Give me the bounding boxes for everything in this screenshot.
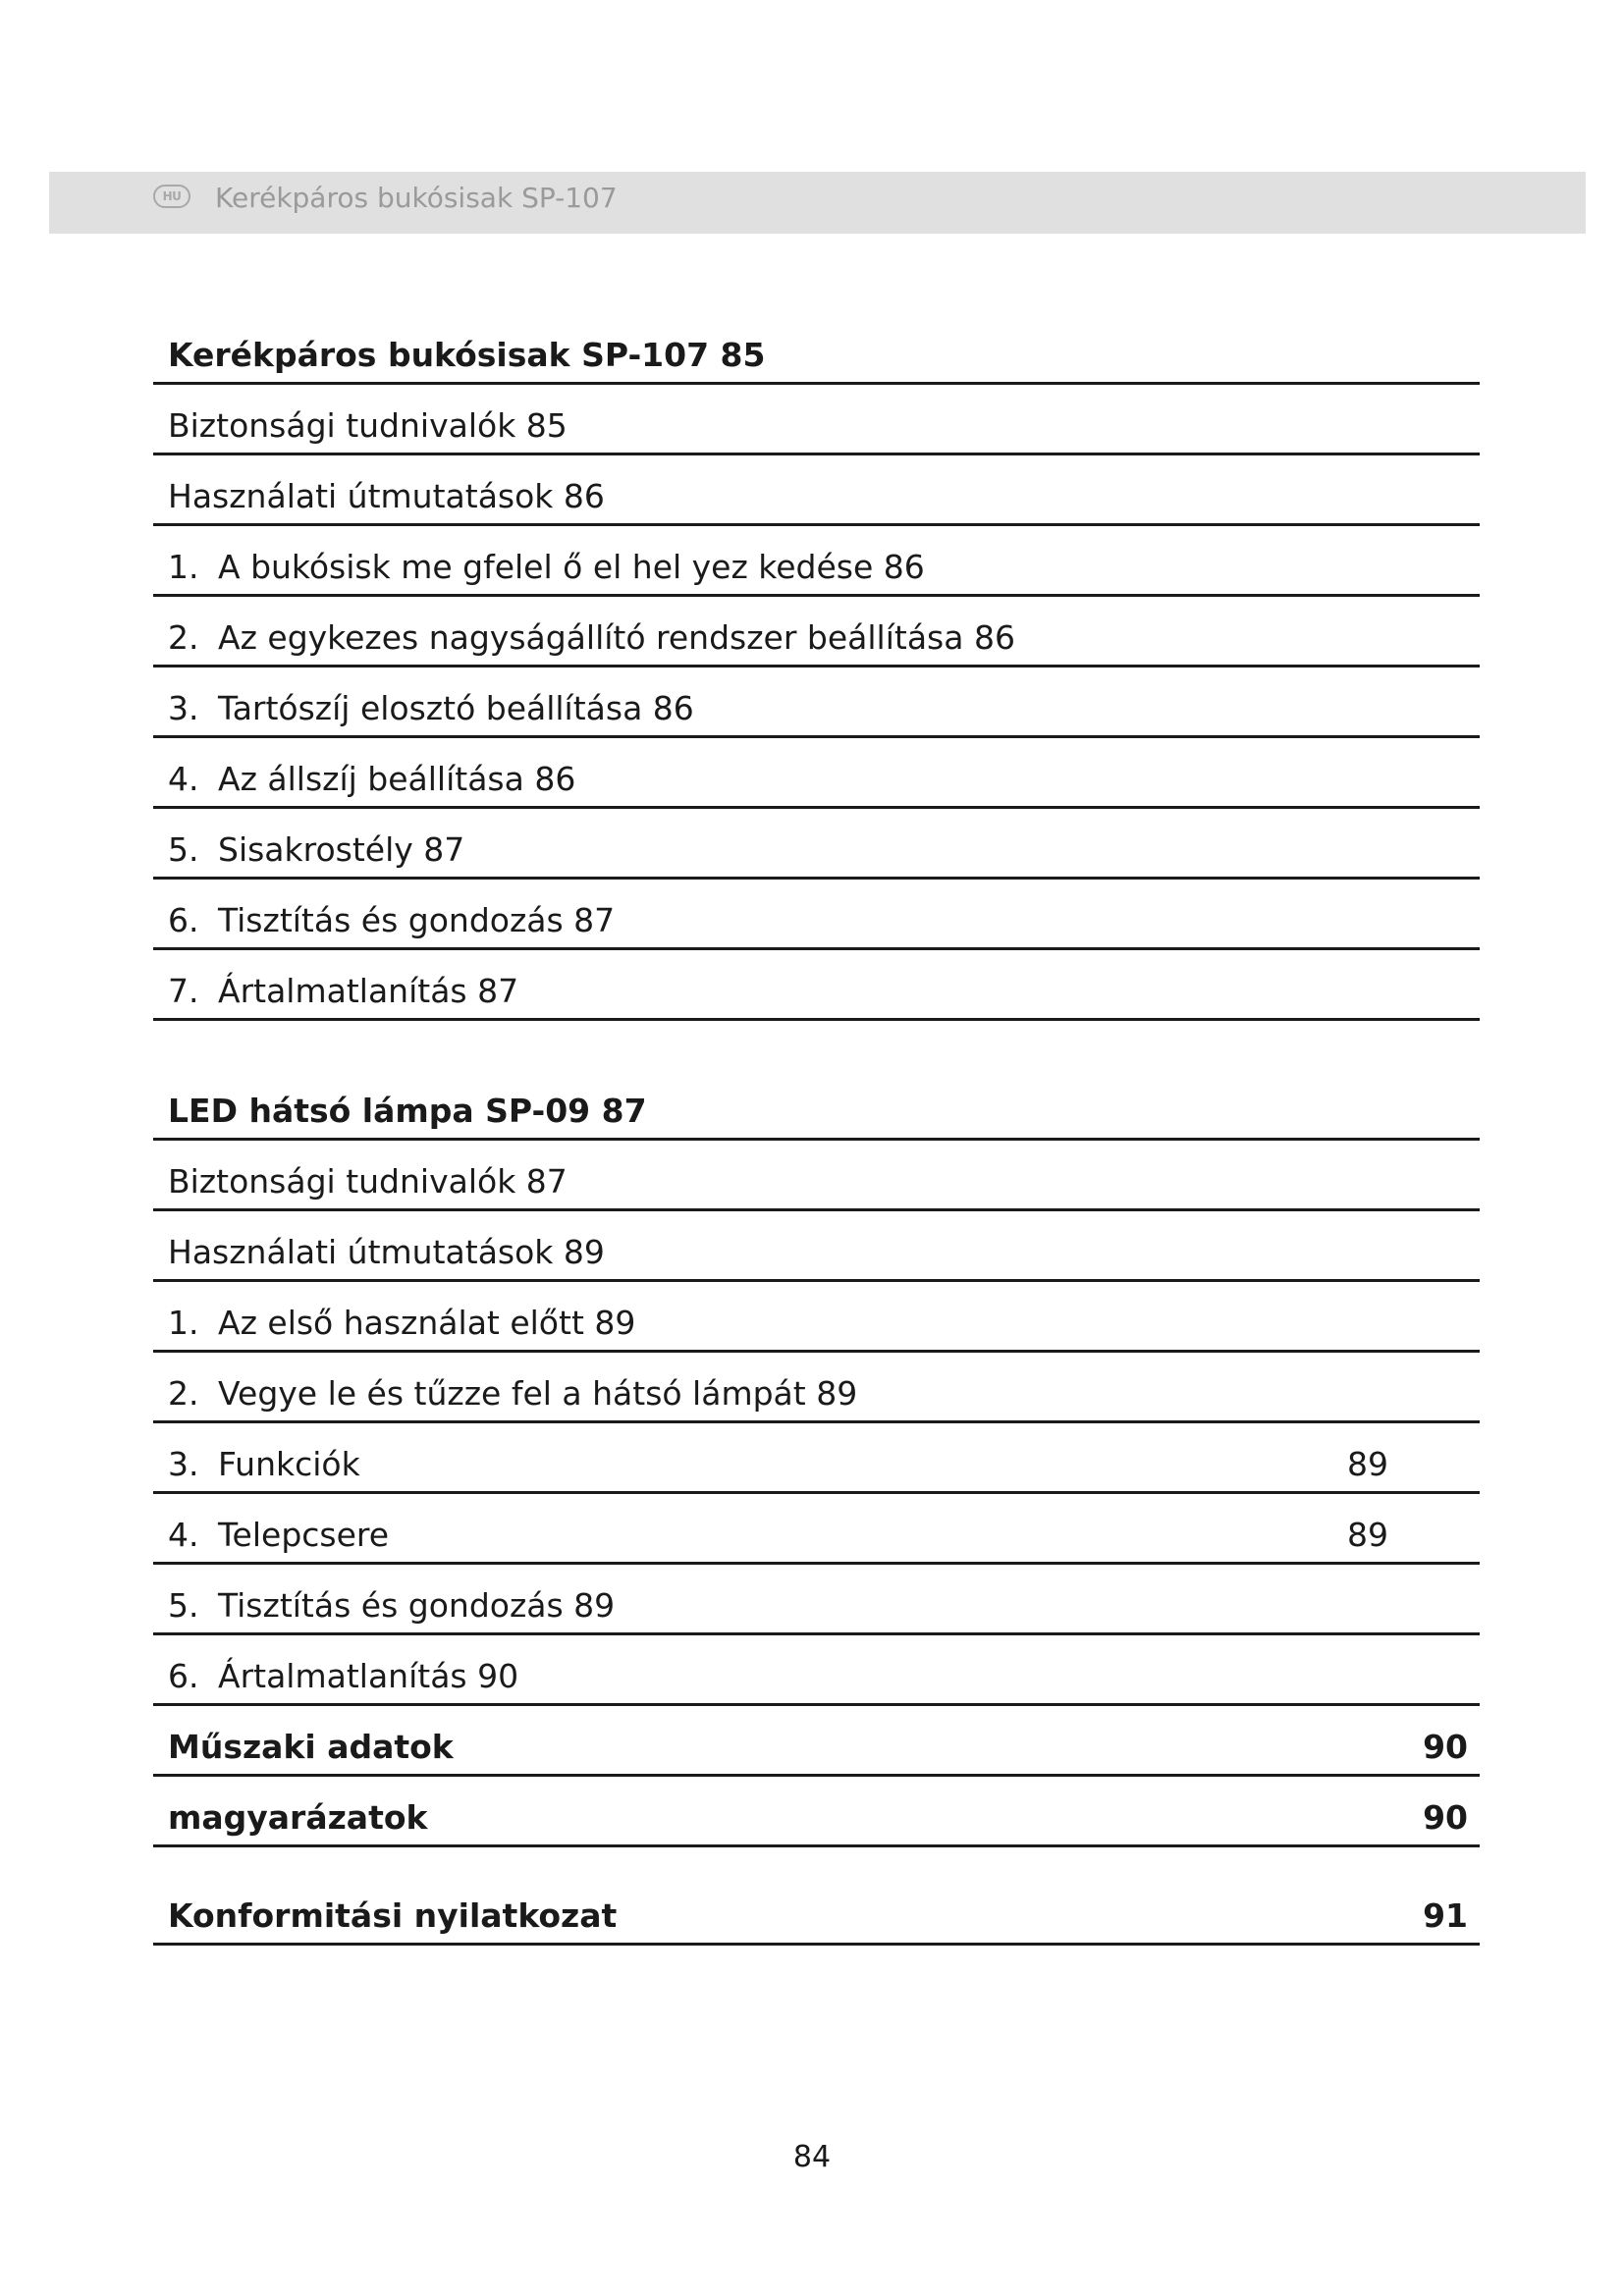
toc-item-number: 1. — [168, 1304, 199, 1342]
toc-item-label: Használati útmutatások 86 — [168, 477, 605, 515]
toc-item[interactable] — [153, 950, 1480, 1021]
toc-item-label: Ártalmatlanítás 90 — [218, 1657, 519, 1695]
toc-item-label: Az állszíj beállítása 86 — [218, 760, 576, 798]
toc-section-technical-data[interactable] — [153, 1706, 1480, 1777]
toc-item[interactable] — [153, 738, 1480, 809]
toc-item-label: Biztonsági tudnivalók 87 — [168, 1162, 568, 1201]
toc-section-page: 90 — [1423, 1728, 1468, 1766]
toc-item-number: 2. — [168, 1374, 199, 1413]
toc-section-title: LED hátsó lámpa SP-09 87 — [168, 1092, 647, 1130]
toc-item-number: 4. — [168, 1516, 199, 1554]
toc-item-number: 3. — [168, 689, 199, 727]
toc-item-number: 5. — [168, 830, 199, 869]
toc-item-label: Tisztítás és gondozás 89 — [218, 1586, 616, 1625]
toc-item[interactable] — [153, 667, 1480, 738]
toc-item-label: Telepcsere — [218, 1516, 390, 1554]
toc-item-label: Vegye le és tűzze fel a hátsó lámpát 89 — [218, 1374, 858, 1413]
toc-section-title: Konformitási nyilatkozat — [168, 1896, 618, 1935]
toc-item-safety[interactable] — [153, 385, 1480, 455]
toc-item[interactable] — [153, 1282, 1480, 1353]
page-number: 84 — [792, 2140, 832, 2174]
toc-item-safety[interactable] — [153, 1141, 1480, 1211]
language-badge: HU — [153, 185, 190, 208]
toc-section-explanations[interactable] — [153, 1777, 1480, 1847]
toc-section-title: magyarázatok — [168, 1798, 428, 1837]
toc-item-label: Tartószíj elosztó beállítása 86 — [218, 689, 694, 727]
toc-item-label: A bukósisk me gfelel ő el hel yez kedése 86 — [218, 548, 925, 586]
toc-item[interactable] — [153, 809, 1480, 880]
toc-item-number: 5. — [168, 1586, 199, 1625]
toc-section-title: Kerékpáros bukósisak SP-107 85 — [168, 336, 766, 374]
toc-section-page: 91 — [1423, 1896, 1468, 1935]
toc-item-label: Biztonsági tudnivalók 85 — [168, 406, 568, 445]
toc-item-page: 89 — [1347, 1445, 1388, 1483]
toc-item-number: 3. — [168, 1445, 199, 1483]
toc-item-label: Az első használat előtt 89 — [218, 1304, 636, 1342]
toc-item-usage[interactable] — [153, 1211, 1480, 1282]
toc-section-title: Műszaki adatok — [168, 1728, 454, 1766]
toc-item-label: Funkciók — [218, 1445, 360, 1483]
toc-item[interactable] — [153, 880, 1480, 950]
toc-item-number: 6. — [168, 901, 199, 939]
toc-item-label: Tisztítás és gondozás 87 — [218, 901, 616, 939]
toc-item-label: Sisakrostély 87 — [218, 830, 465, 869]
toc-item-number: 1. — [168, 548, 199, 586]
toc-item[interactable] — [153, 1423, 1480, 1494]
toc-item[interactable] — [153, 597, 1480, 667]
toc-item-number: 2. — [168, 618, 199, 657]
toc-item[interactable] — [153, 526, 1480, 597]
toc-item-number: 7. — [168, 972, 199, 1010]
toc-item[interactable] — [153, 1635, 1480, 1706]
toc-section-lamp[interactable] — [153, 1070, 1480, 1141]
toc-item[interactable] — [153, 1353, 1480, 1423]
toc-item-label: Az egykezes nagyságállító rendszer beállítása 86 — [218, 618, 1015, 657]
toc-item-label: Ártalmatlanítás 87 — [218, 972, 519, 1010]
toc-item-page: 89 — [1347, 1516, 1388, 1554]
toc-item-number: 4. — [168, 760, 199, 798]
toc-item-label: Használati útmutatások 89 — [168, 1233, 605, 1271]
toc-section-conformity[interactable] — [153, 1875, 1480, 1946]
toc-item[interactable] — [153, 1565, 1480, 1635]
toc-item-usage[interactable] — [153, 455, 1480, 526]
toc-section-helmet[interactable] — [153, 314, 1480, 385]
header-title: Kerékpáros bukósisak SP-107 — [215, 182, 618, 214]
toc-item[interactable] — [153, 1494, 1480, 1565]
toc-item-number: 6. — [168, 1657, 199, 1695]
toc-section-page: 90 — [1423, 1798, 1468, 1837]
header-band — [49, 172, 1586, 234]
